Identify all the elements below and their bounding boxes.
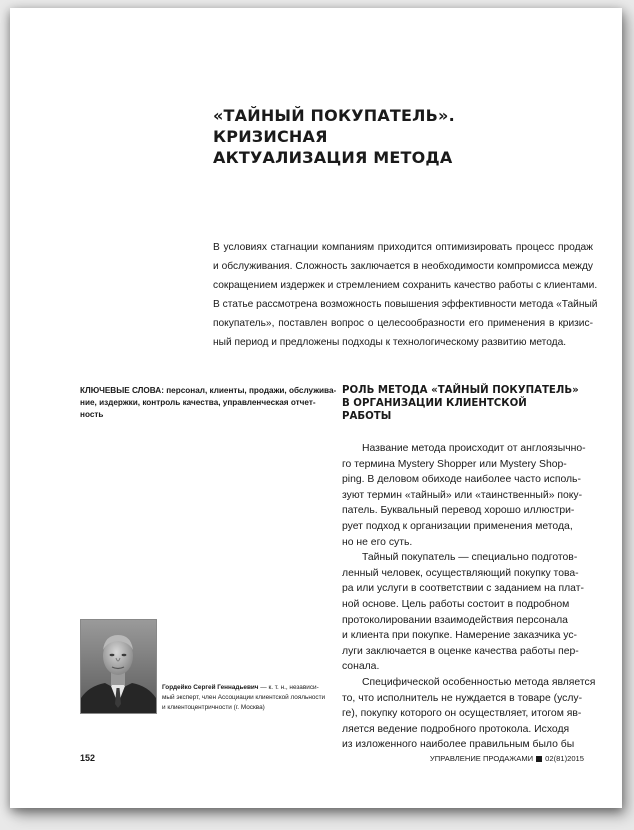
body-line: Название метода происходит от англоязычно-: [362, 443, 586, 454]
keywords-block: [80, 385, 337, 421]
section-heading-line: В ОРГАНИЗАЦИИ КЛИЕНТСКОЙ: [342, 398, 527, 409]
page-number: 152: [80, 753, 96, 763]
separator-square-icon: [536, 756, 542, 762]
section-heading-line: РАБОТЫ: [342, 411, 392, 422]
body-line: ping. В деловом обиходе наиболее часто исполь-: [342, 474, 581, 486]
journal-name: УПРАВЛЕНИЕ ПРОДАЖАМИ: [429, 754, 534, 763]
journal-footer: [430, 754, 584, 763]
body-line: ленный человек, осуществляющий покупку това-: [342, 567, 579, 579]
author-info: [162, 683, 342, 713]
body-line: патель. Буквальный перевод хорошо иллюстри-: [342, 505, 575, 517]
body-line: луги заключается в оценке качества работы пер-: [342, 645, 579, 657]
body-line: ляется ведение подробного протокола. Исходя: [342, 723, 570, 735]
author-info-line: мый эксперт, член Ассоциации клиентской лояльности: [162, 694, 326, 701]
journal-issue: 02(81)2015: [545, 754, 584, 763]
keywords-line: КЛЮЧЕВЫЕ СЛОВА: персонал, клиенты, продажи, обслужива-: [80, 386, 337, 395]
section-heading-line: РОЛЬ МЕТОДА «ТАЙНЫЙ ПОКУПАТЕЛЬ»: [342, 385, 579, 396]
abstract-line: В условиях стагнации компаниям приходится оптимизировать процесс продаж: [213, 242, 593, 253]
body-line: и клиента при покупке. Намерение заказчика ус-: [342, 630, 578, 642]
body-line: Специфической особенностью метода является: [362, 676, 596, 688]
journal-page: [10, 8, 622, 808]
author-portrait-image: [81, 620, 156, 713]
body-line: ра или услуги в соответствии с заданием на плат-: [342, 583, 584, 595]
article-title: [213, 105, 573, 168]
body-line: Тайный покупатель — специально подготов-: [362, 552, 578, 564]
body-line: рует подход к организации применения метода,: [342, 520, 573, 532]
body-line: из изложенного наиболее правильным было бы: [342, 739, 575, 751]
body-line: то, что исполнитель не нуждается в товаре (услу-: [342, 692, 583, 704]
author-photo: [80, 619, 157, 714]
keywords-line: ность: [80, 410, 104, 419]
body-line: го термина Mystery Shopper или Mystery Shop-: [342, 458, 567, 470]
body-line: зуют термин «тайный» или «таинственный» поку-: [342, 489, 583, 501]
article-title-line: «ТАЙНЫЙ ПОКУПАТЕЛЬ». КРИЗИСНАЯ: [213, 106, 455, 146]
body-line: но не его суть.: [342, 536, 413, 548]
author-name: Гордейко Сергей Геннадьевич: [162, 684, 259, 691]
body-line: ной основе. Цель работы состоит в подробном: [342, 598, 570, 610]
author-title: — к. т. н., независи-: [258, 684, 319, 691]
article-abstract: [213, 238, 598, 352]
author-info-line: и клиентоцентричности (г. Москва): [162, 704, 265, 711]
abstract-line: и обслуживания. Сложность заключается в необходимости компромисса между: [213, 261, 593, 272]
article-title-line: АКТУАЛИЗАЦИЯ МЕТОДА: [213, 148, 453, 167]
abstract-line: В статье рассмотрена возможность повышения эффективности метода «Тайный: [213, 299, 598, 310]
abstract-line: покупатель», поставлен вопрос о целесообразности его применения в кризис-: [213, 318, 593, 329]
body-line: сонала.: [342, 661, 380, 673]
body-text: [342, 441, 597, 753]
body-line: ге), покупку которого он осуществляет, итогом яв-: [342, 708, 582, 720]
abstract-line: сокращением издержек и стремлением сохранить качество работы с клиентами.: [213, 280, 598, 291]
abstract-line: ный период и предложены подходы к технологическому развитию метода.: [213, 337, 567, 348]
body-line: протоколировании взаимодействия персонала: [342, 614, 568, 626]
keywords-line: ние, издержки, контроль качества, управленческая отчет-: [80, 398, 316, 407]
section-heading: [342, 384, 592, 423]
author-info-line: [162, 683, 342, 693]
